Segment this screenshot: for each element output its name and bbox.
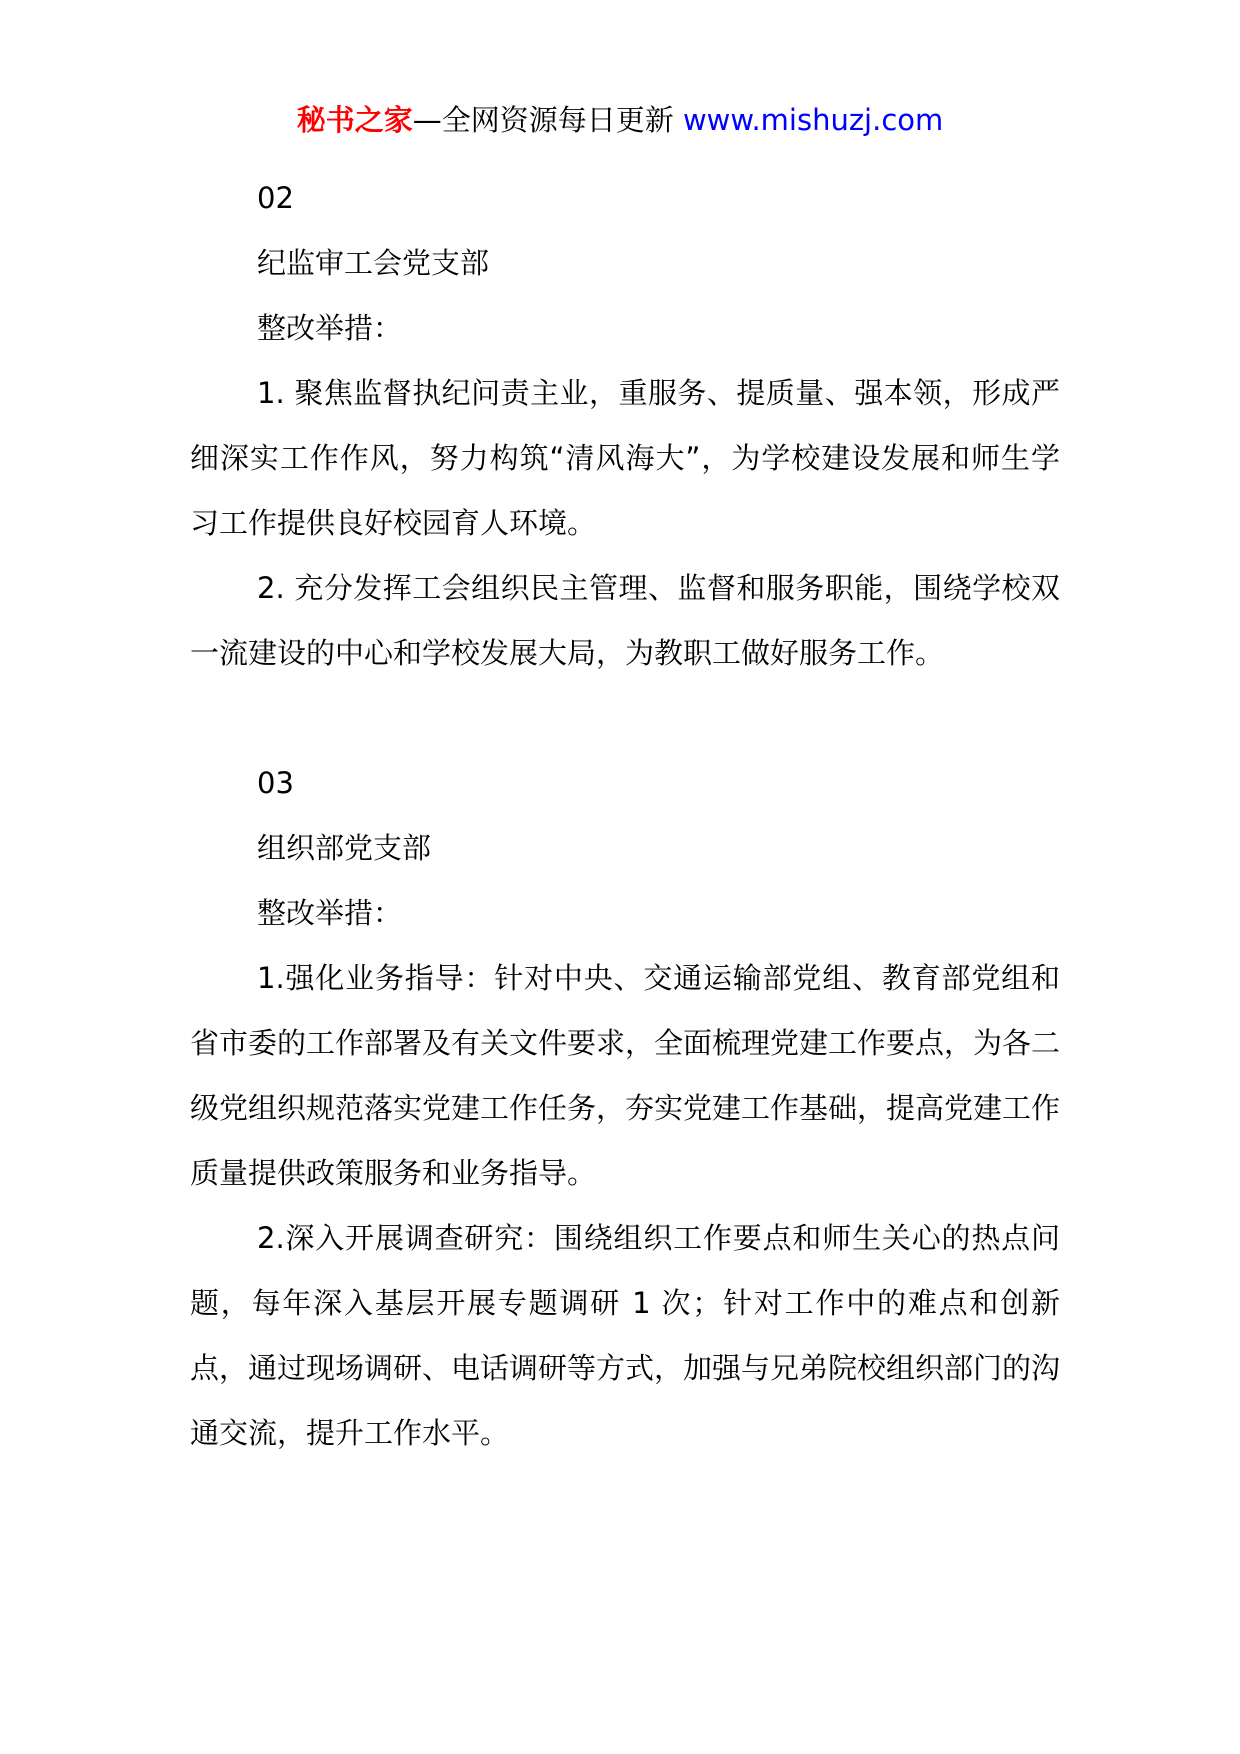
section-subtitle: 整改举措： (257, 311, 403, 345)
measure-paragraph: 2.深入开展调查研究：围绕组织工作要点和师生关心的热点问题，每年深入基层开展专题调研 1 次；针对工作中的难点和创新点，通过现场调研、电话调研等方式，加强与兄弟院校组织部门的沟通交流，提升工作水平。 (190, 1221, 1061, 1450)
section-number: 03 (257, 766, 294, 800)
header-tagline: —全网资源每日更新 (412, 103, 674, 137)
brand-name: 秘书之家 (296, 103, 413, 137)
section-subtitle: 整改举措： (257, 896, 403, 930)
measure-paragraph: 1. 聚焦监督执纪问责主业，重服务、提质量、强本领，形成严细深实工作作风，努力构筑“清风海大”，为学校建设发展和师生学习工作提供良好校园育人环境。 (190, 376, 1060, 540)
measure-paragraph: 2. 充分发挥工会组织民主管理、监督和服务职能，围绕学校双一流建设的中心和学校发展大局，为教职工做好服务工作。 (190, 571, 1060, 670)
measure-paragraph: 1.强化业务指导：针对中央、交通运输部党组、教育部党组和省市委的工作部署及有关文件要求，全面梳理党建工作要点，为各二级党组织规范落实党建工作任务，夯实党建工作基础，提高党建工作质量提供政策服务和业务指导。 (190, 961, 1061, 1190)
document-body (190, 166, 1060, 1466)
section-spacer (190, 686, 1060, 751)
section-title: 纪监审工会党支部 (257, 246, 490, 280)
website-link[interactable]: www.mishuzj.com (682, 103, 944, 137)
page-header (0, 100, 1240, 140)
section-title: 组织部党支部 (257, 831, 432, 865)
section-03 (190, 751, 1060, 1466)
section-02 (190, 166, 1060, 686)
section-number: 02 (257, 181, 294, 215)
